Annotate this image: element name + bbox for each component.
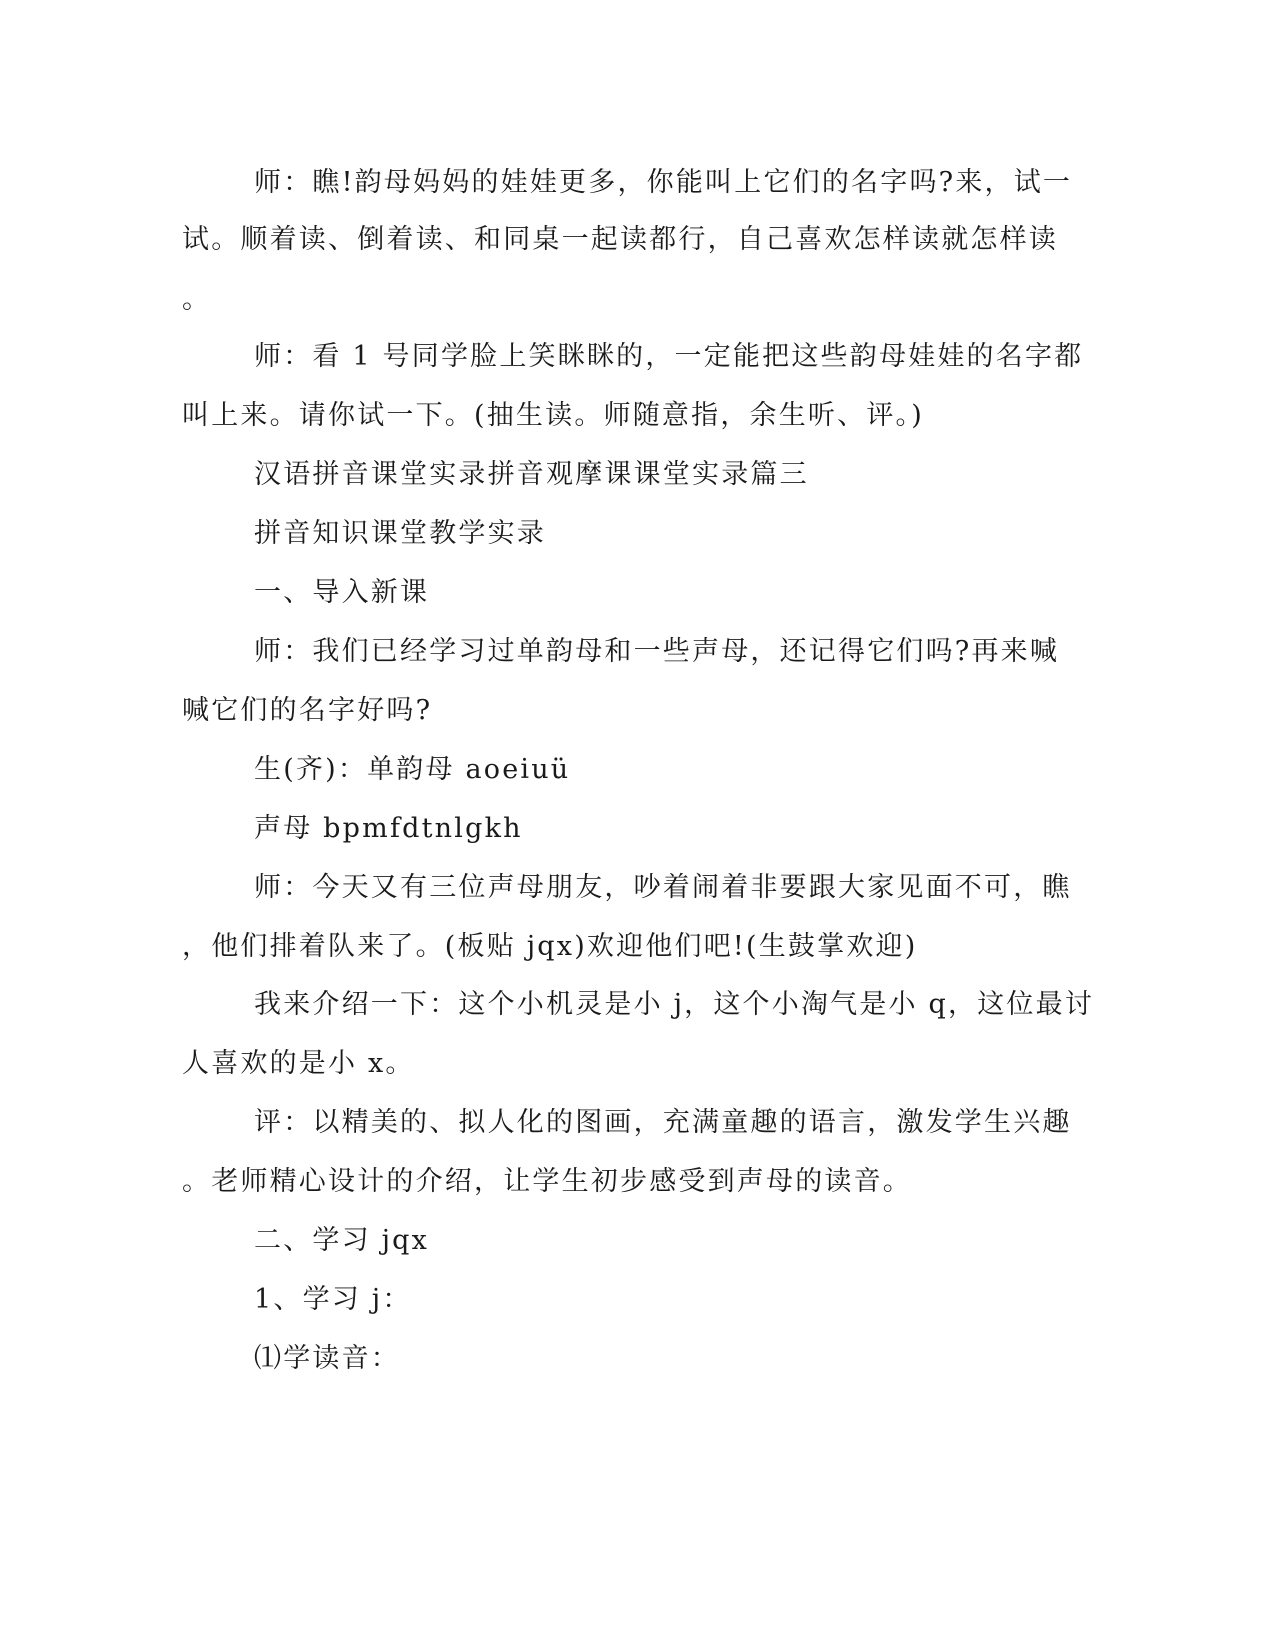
paragraph-line: 。老师精心设计的介绍，让学生初步感受到声母的读音。	[182, 1166, 912, 1197]
paragraph-line: 师：今天又有三位声母朋友，吵着闹着非要跟大家见面不可，瞧	[254, 872, 1072, 903]
paragraph-line: 。	[182, 284, 212, 315]
paragraph-line: 声母 bpmfdtnlgkh	[254, 813, 523, 844]
paragraph-line: 评：以精美的、拟人化的图画，充满童趣的语言，激发学生兴趣	[254, 1107, 1072, 1138]
paragraph-line: 叫上来。请你试一下。(抽生读。师随意指，余生听、评。)	[182, 400, 924, 431]
list-item: ⑴学读音：	[254, 1343, 400, 1374]
paragraph-line: 我来介绍一下：这个小机灵是小 j，这个小淘气是小 q，这位最讨	[254, 989, 1095, 1020]
paragraph-line: 生(齐)：单韵母 aoeiuü	[254, 754, 571, 785]
section-heading: 一、导入新课	[254, 577, 430, 608]
paragraph-line: 师：看 1 号同学脸上笑眯眯的，一定能把这些韵母娃娃的名字都	[254, 341, 1084, 372]
paragraph-line: 师：瞧!韵母妈妈的娃娃更多，你能叫上它们的名字吗?来，试一	[254, 167, 1073, 198]
paragraph-line: 师：我们已经学习过单韵母和一些声母，还记得它们吗?再来喊	[254, 636, 1060, 667]
paragraph-line: 人喜欢的是小 x。	[182, 1048, 415, 1079]
section-heading: 拼音知识课堂教学实录	[254, 518, 546, 549]
list-item: 1、学习 j：	[254, 1284, 412, 1315]
paragraph-line: 喊它们的名字好吗?	[182, 695, 433, 726]
section-heading: 汉语拼音课堂实录拼音观摩课课堂实录篇三	[254, 459, 809, 490]
section-heading: 二、学习 jqx	[254, 1225, 430, 1256]
paragraph-line: 试。顺着读、倒着读、和同桌一起读都行，自己喜欢怎样读就怎样读	[182, 224, 1058, 255]
paragraph-line: ，他们排着队来了。(板贴 jqx)欢迎他们吧!(生鼓掌欢迎)	[182, 931, 918, 962]
